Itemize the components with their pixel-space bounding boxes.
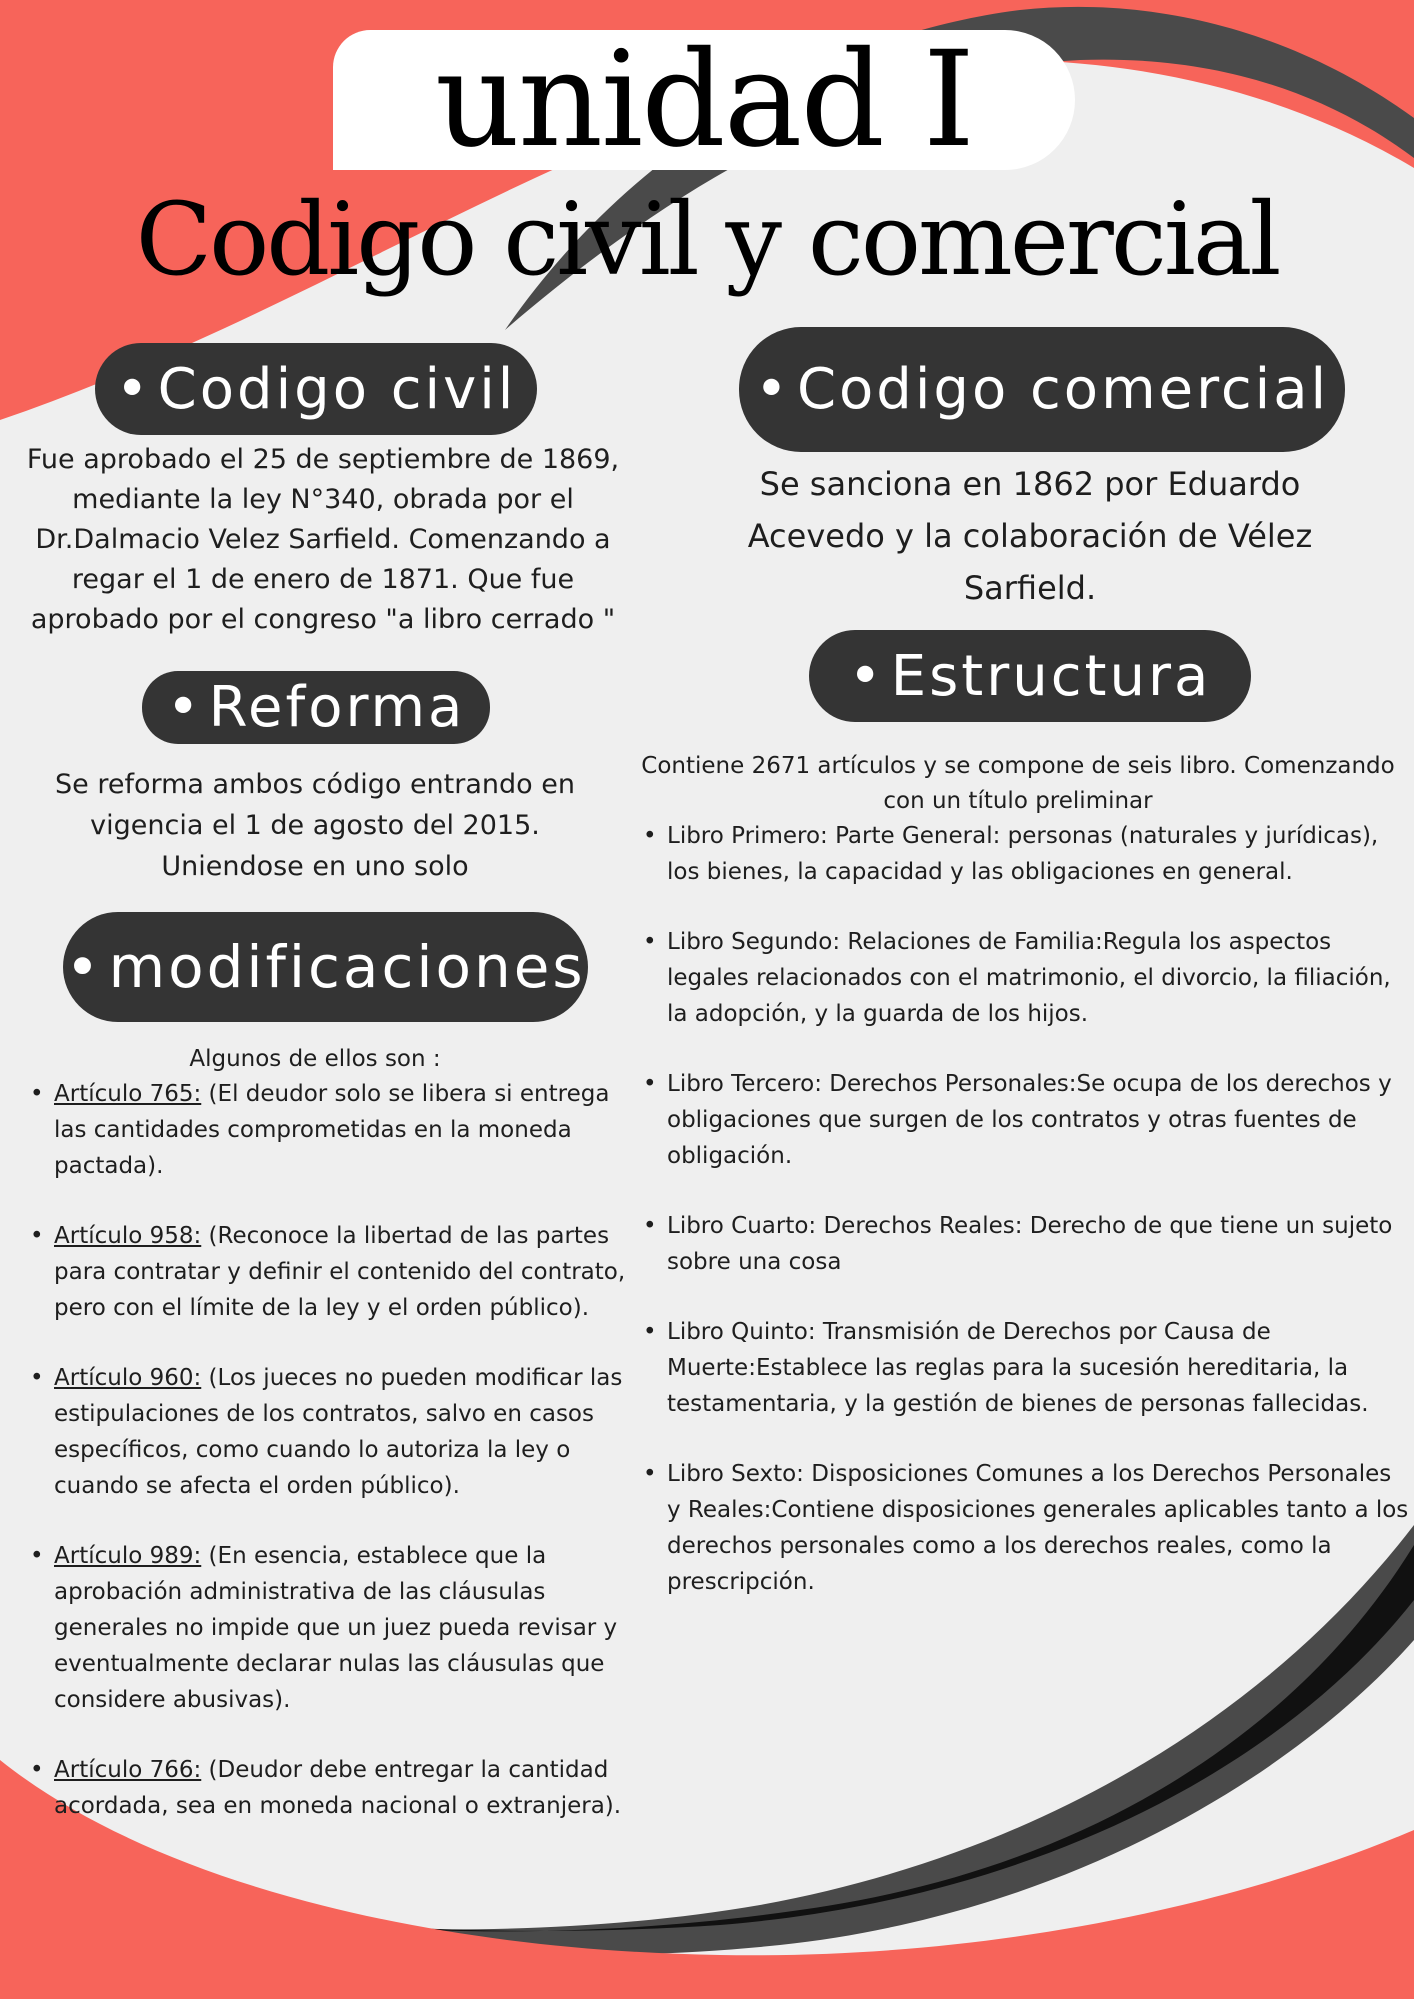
list-item: • Libro Segundo: Relaciones de Familia:Regula los aspectos legales relacionados con el matrimonio, el divorcio, la filiación, la adopción, y la guarda de los hijos. bbox=[641, 924, 1411, 1032]
estructura-intro: Contiene 2671 artículos y se compone de seis libro. Comenzando con un título preliminar bbox=[641, 753, 1395, 814]
list-item: • Libro Cuarto: Derechos Reales: Derecho de que tiene un sujeto sobre una cosa bbox=[641, 1208, 1411, 1280]
heading-label: Reforma bbox=[208, 675, 466, 740]
article-link[interactable]: Artículo 766: bbox=[54, 1757, 202, 1783]
heading-label: modificaciones bbox=[108, 933, 586, 1001]
page-subtitle: Codigo civil y comercial bbox=[135, 181, 1279, 298]
article-link[interactable]: Artículo 960: bbox=[54, 1365, 202, 1391]
heading-reforma bbox=[142, 671, 490, 744]
article-text: (En esencia, establece que la aprobación administrativa de las cláusulas generales no impide que un juez pueda revisar y eventualmente declarar nulas las cláusulas que considere abusivas). bbox=[54, 1543, 618, 1713]
heading-label: Estructura bbox=[890, 643, 1212, 709]
article-link[interactable]: Artículo 989: bbox=[54, 1543, 202, 1569]
bullet-dot-icon: • bbox=[65, 933, 103, 1001]
list-item bbox=[28, 1218, 628, 1326]
bullet-dot-icon: • bbox=[848, 643, 885, 709]
list-item: • Libro Sexto: Disposiciones Comunes a los Derechos Personales y Reales:Contiene disposiciones generales aplicables tanto a los derechos personales como a los derechos reales, como la prescripción. bbox=[641, 1456, 1411, 1600]
page-title: unidad I bbox=[434, 23, 974, 177]
heading-label: Codigo civil bbox=[157, 356, 517, 422]
heading-estructura bbox=[809, 630, 1251, 722]
modificaciones-intro: Algunos de ellos son : bbox=[189, 1046, 441, 1072]
article-text: (Deudor debe entregar la cantidad acordada, sea en moneda nacional o extranjera). bbox=[54, 1757, 622, 1819]
codigo-civil-text: Fue aprobado el 25 de septiembre de 1869, mediante la ley N°340, obrada por el Dr.Dalmacio Velez Sarfield. Comenzando a regar el 1 de enero de 1871. Que fue aprobado por el congreso "a libro cerrado " bbox=[26, 444, 620, 635]
heading-label: Codigo comercial bbox=[796, 357, 1330, 422]
modificaciones-list bbox=[28, 1076, 628, 1824]
article-text: (Reconoce la libertad de las partes para contratar y definir el contenido del contrato, pero con el límite de la ley y el orden público). bbox=[54, 1223, 626, 1321]
list-item: • Libro Tercero: Derechos Personales:Se ocupa de los derechos y obligaciones que surgen de los contratos y otras fuentes de obligación. bbox=[641, 1066, 1411, 1174]
list-item bbox=[28, 1538, 628, 1718]
heading-modificaciones bbox=[63, 912, 588, 1022]
heading-codigo-civil bbox=[95, 343, 537, 435]
article-link[interactable]: Artículo 765: bbox=[54, 1081, 202, 1107]
bullet-dot-icon: • bbox=[115, 356, 152, 422]
bullet-dot-icon: • bbox=[754, 357, 791, 422]
article-text: (El deudor solo se libera si entrega las cantidades comprometidas en la moneda pactada). bbox=[54, 1081, 610, 1179]
list-item: • Libro Primero: Parte General: personas (naturales y jurídicas), los bienes, la capacidad y las obligaciones en general. bbox=[641, 818, 1411, 890]
list-item bbox=[28, 1360, 628, 1504]
article-text: (Los jueces no pueden modificar las estipulaciones de los contratos, salvo en casos específicos, como cuando lo autoriza la ley o cuando se afecta el orden público). bbox=[54, 1365, 623, 1499]
estructura-list bbox=[641, 818, 1411, 1600]
list-item: • Libro Quinto: Transmisión de Derechos por Causa de Muerte:Establece las reglas para la sucesión hereditaria, la testamentaria, y la gestión de bienes de personas fallecidas. bbox=[641, 1314, 1411, 1422]
reforma-text: Se reforma ambos código entrando en vigencia el 1 de agosto del 2015. Uniendose en uno solo bbox=[55, 769, 575, 882]
bullet-dot-icon: • bbox=[166, 675, 203, 740]
heading-codigo-comercial bbox=[739, 327, 1345, 452]
list-item bbox=[28, 1076, 628, 1184]
list-item bbox=[28, 1752, 628, 1824]
article-link[interactable]: Artículo 958: bbox=[54, 1223, 202, 1249]
codigo-comercial-text: Se sanciona en 1862 por Eduardo Acevedo y la colaboración de Vélez Sarfield. bbox=[747, 465, 1313, 607]
